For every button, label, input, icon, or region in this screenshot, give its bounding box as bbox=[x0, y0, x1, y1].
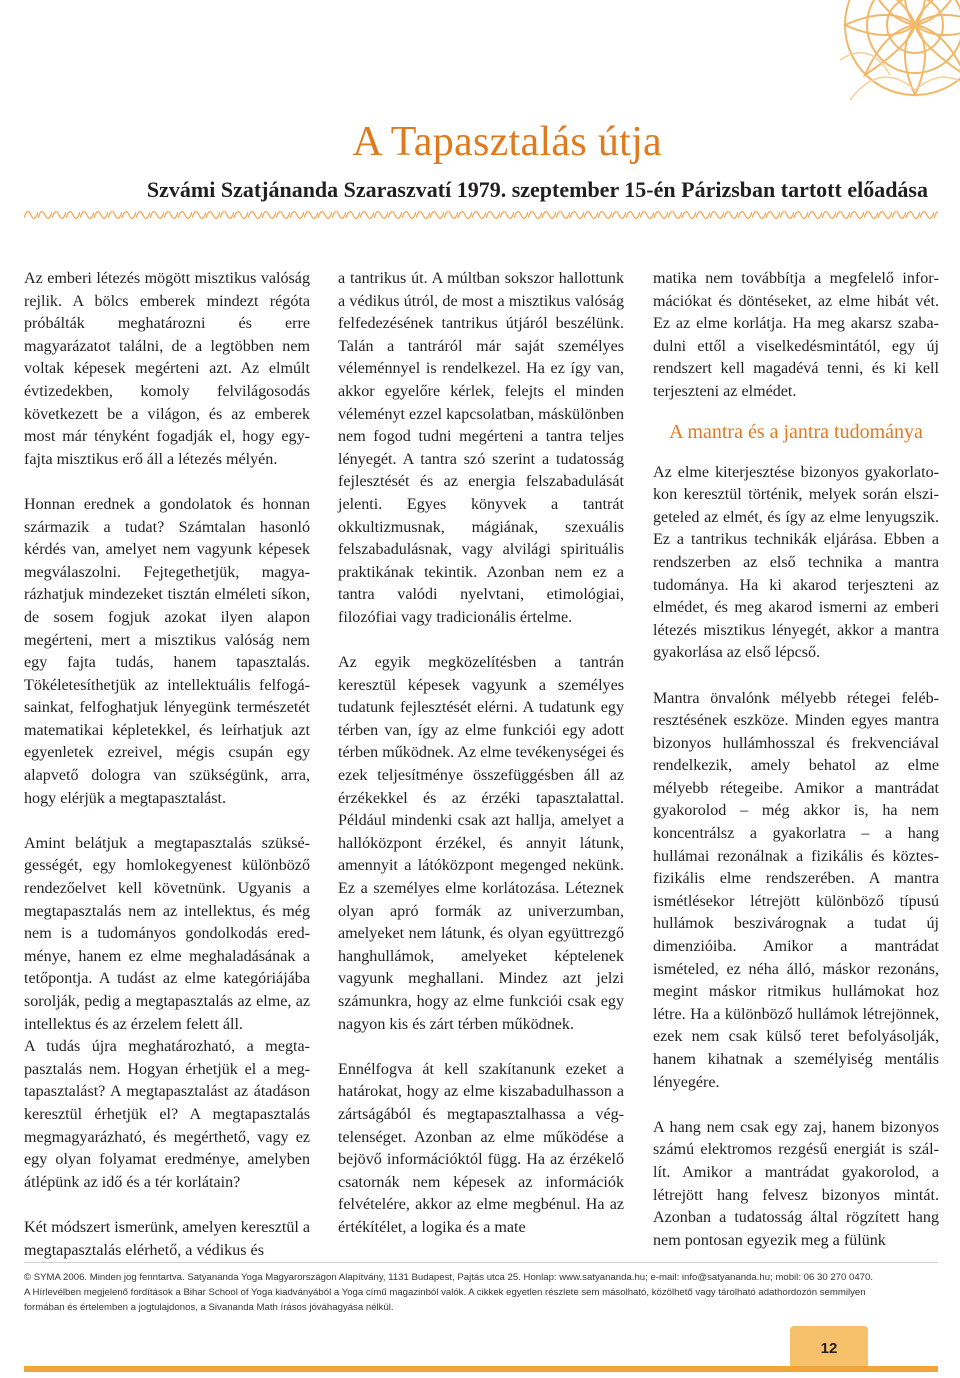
footer-notice: A Hírlevélben megjelenő fordítások a Bihar School of Yoga kiadványából a Yoga című magazinból valók. A cikkek egyetlen részlete sem másolható, közölhető vagy tárolható adathordozón semmilyen bbox=[24, 1287, 866, 1298]
page-bottom-bar bbox=[24, 1366, 938, 1372]
text-column-2 bbox=[338, 268, 624, 1262]
footer-divider bbox=[24, 1262, 938, 1263]
text-column-1 bbox=[24, 268, 310, 1285]
paragraph: Az emberi létezés mögött misztikus valóság rejlik. A bölcs emberek mindezt régóta próbálták meghatározni és erre magyarázatot találni, de a legtöbben nem voltak képesek megérteni azt. Az elmúlt évtizedekben, komoly felvilágosodás következett be a világon, és az emberek most már tényként fogadják el, hogy egyfajta misztikus erő áll a létezés mélyén. bbox=[24, 270, 310, 468]
text-column-3 bbox=[653, 268, 939, 1275]
mandala-ornament bbox=[810, 0, 960, 120]
paragraph: A tudás újra meghatározható, a megtapasztalás nem. Hogyan érhetjük el a megtapasztalást? A megtapasztalást az átadáson keresztül érhetjük el? A megtapasztalás megmagyarázható, és megérthető, vagy ez egy olyan folyamat eredménye, amelyben átlépünk az idő és a tér korlátain? bbox=[24, 1038, 310, 1191]
footer-copyright: © SYMA 2006. Minden jog fenntartva. Satyananda Yoga Magyarországon Alapítvány, 1131 Budapest, Pajtás utca 25. Honlap: www.satyananda.hu; e-mail: info@satyananda.hu; mobil: 06 30 270 0470. bbox=[24, 1272, 873, 1283]
paragraph: Honnan erednek a gondolatok és honnan származik a tudat? Számtalan hasonló kérdés van, amelyet nem vagyunk képesek megválaszolni. Fejtegethetjük, magyarázhatjuk mindezeket tisztán elméleti síkon, de sosem fogjuk azokat ilyen alapon megérteni, mert a misztikus valóság nem egy fajta tudás, hanem tapasztalás. Tökéletesíthetjük az intellektuális felfogásainkat, felfoghatjuk lényegünk természetét matematikai képletekkel, és leírhatjuk azt egyenletek ezreivel, mégis csupán egy alapvető dologra van szükségünk, arra, hogy elérjük a megtapasztalást. bbox=[24, 495, 310, 807]
section-heading: A mantra és a jantra tudománya bbox=[669, 420, 923, 443]
paragraph: matika nem továbbítja a megfelelő információkat és döntéseket, az elme hibát vét. Ez az elme korlátja. Ha meg akarsz szabadulni ettől a viselkedésmintától, egy új rendszert kell magadévá tenni, és ki kell terjeszteni az elmédet. bbox=[653, 270, 939, 400]
page-title: A Tapasztalás útja bbox=[352, 119, 662, 165]
paragraph: Amint belátjuk a megtapasztalás szükségességét, egy homlokegyenest különböző rendezőelvet kell követnünk. Ugyanis a megtapasztalás nem az intellektus, és még nem is a tudományos gondolkodás eredménye, hanem ez elme meghaladásának a tetőpontja. A tudást az elme kategóriájába sorolják, pedig a megtapasztalás az elme, az intellektus és az érzelem felett áll. bbox=[24, 834, 310, 1033]
page-number: 12 bbox=[820, 1340, 838, 1357]
paragraph: Két módszert ismerünk, amelyen keresztül a megtapasztalás elérhető, a védikus és bbox=[24, 1218, 311, 1259]
paragraph: Mantra önvalónk mélyebb rétegei felébresztésének eszköze. Minden egyes mantra bizonyos hullámhosszal és frekvenciával rendelkezik, amely behatol az elme mélyebb rétegeibe. Amikor a mantrádat gyakorolod – még akkor is, ha nem koncentrálsz a gyakorlatra – a hang hullámai rezonálnak a fizikális és köztes-fizikális elme rendszerében. A mantra ismétlésekor létrejött különböző típusú hullámok beszivárognak a tudat új dimenzióiba. Amikor a mantrádat ismételed, ez néha álló, máskor rezonáns, megint máskor ritmikus hullámokat hoz létre. Ha a különböző hullámok létrejönnek, ezek nem csak külső teret befolyásolják, hanem kihatnak a személyiség mentális lényegére. bbox=[653, 689, 939, 1091]
decorative-wave-divider bbox=[24, 208, 938, 222]
page-subtitle: Szvámi Szatjánanda Szaraszvatí 1979. szeptember 15-én Párizsban tartott előadása bbox=[146, 177, 928, 202]
paragraph: Ennélfogva át kell szakítanunk ezeket a határokat, hogy az elme kiszabadulhasson a zártságából és megtapasztalhassa a végtelenséget. Azonban az elme működése a bejövő információktól függ. Ha az érzékelő csatornák nem képesek az információk felvételére, akkor az elme megbénul. Ha az értékítélet, a logika és a mate bbox=[338, 1060, 624, 1236]
paragraph: Az elme kiterjesztése bizonyos gyakorlatokon keresztül történik, melyek során elszigeteled az elmét, és így az elme lenyugszik. Ez a tantrikus technikák eljárása. Ebben a rendszerben az első technika a mantra tudománya. Ha ki akarod terjeszteni az elmédet, és meg akarod ismerni az emberi létezés misztikus lényegét, akkor a mantra gyakorlása az első lépcső. bbox=[653, 463, 939, 662]
paragraph: Az egyik megközelítésben a tantrán keresztül képesek vagyunk a személyes tudatunk fejlesztését elérni. A tudatunk egy térben van, így az elme funkciói egy adott térben működnek. Az elme tevékenységei és ezek teljesítménye összefüggésben áll az érzékekkel és az érzéki tapasztalattal. Például mindenki csak azt hallja, amelyet a hallóközpont érzékel, és annyit látunk, amennyit a látóközpont megenged nekünk. Ez a személyes elme korlátozása. Léteznek olyan apró formák az univerzumban, amelyeket nem látunk, és olyan együttrezgő hanghullámok, amelyeket képtelenek vagyunk meghallani. Mindez azt jelzi számunkra, hogy az elme funkciói csak egy nagyon kis és zárt térben működnek. bbox=[338, 654, 625, 1033]
footer-notice-continued: formában és értelemben a jogtulajdonos, a Sivananda Math írásos jóváhagyása nélkül. bbox=[24, 1302, 394, 1313]
paragraph: A hang nem csak egy zaj, hanem bizonyos számú elektromos rezgésű energiát is szállít. Amikor a mantrádat gyakorolod, a létrejött hang felvesz bizonyos mintát. Azonban a tudatosság által rögzített hang nem pontosan egyezik meg a fülünk bbox=[653, 1118, 939, 1249]
paragraph: a tantrikus út. A múltban sokszor hallottunk a védikus útról, de most a misztikus valóság felfedezésének tantrikus útjáról beszélünk. Talán a tantráról már saját személyes véleménnyel is rendelkezel. Ha ez így van, akkor egyelőre kérlek, felejts el minden véleményt ezzel kapcsolatban, máskülönben nem fogod tudni megérteni a tantra teljes lényegét. A tantra szó szerint a tudatosság fejlesztését és az energia felszabadulását jelenti. Egyes könyvek a tantrát okkultizmusnak, mágiának, szexuális felszabadulásnak, vagy alvilági spirituális praktikának tekintik. Azonban nem ez a tantra valódi nyelvtani, etimológiai, filozófiai vagy tradicionális értelme. bbox=[338, 270, 625, 626]
footer bbox=[24, 1270, 940, 1315]
